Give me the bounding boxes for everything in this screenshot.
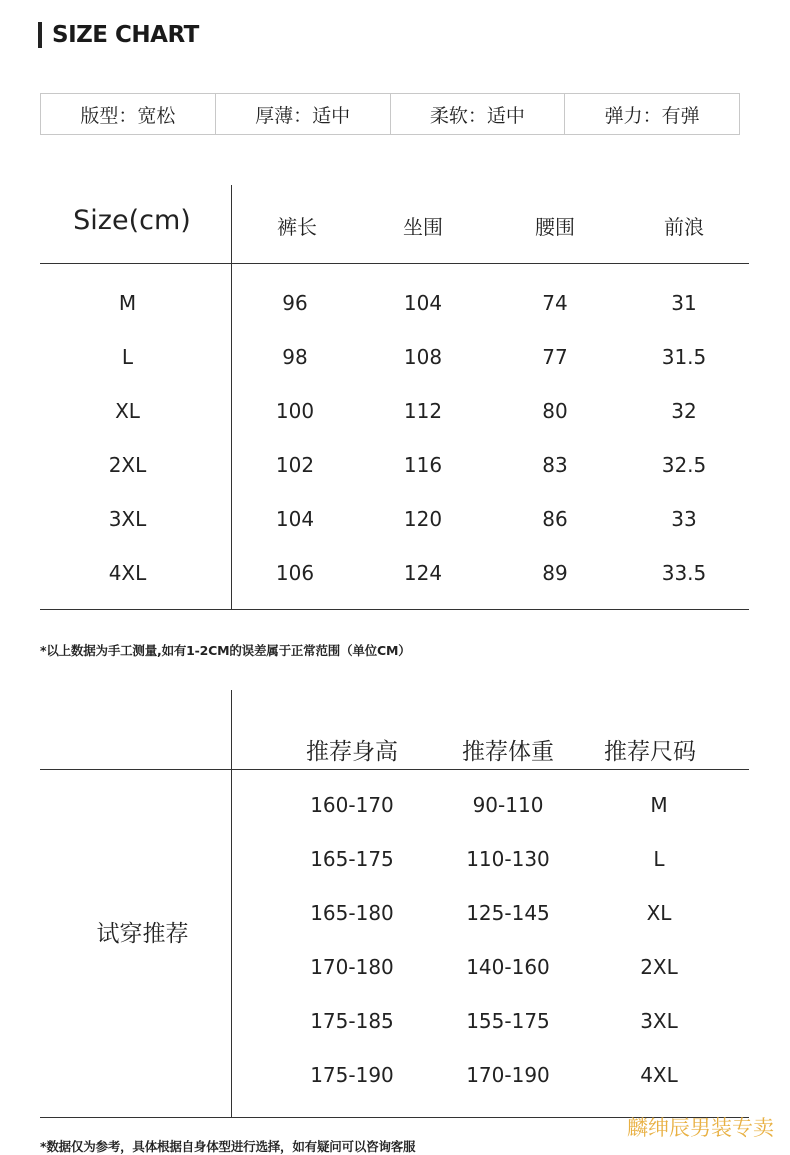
header-size: 推荐尺码 xyxy=(604,739,696,765)
try-on-label: 试穿推荐 xyxy=(96,921,189,947)
header-height: 推荐身高 xyxy=(306,739,398,765)
table-cell: 89 xyxy=(542,561,568,585)
attr-softness: 柔软：适中 xyxy=(391,94,566,134)
table-cell: 175-185 xyxy=(310,1009,394,1033)
table-cell: 4XL xyxy=(640,1063,678,1087)
shop-watermark: 麟绅辰男装专卖 xyxy=(627,1116,774,1140)
measurement-note: *以上数据为手工测量,如有1-2CM的误差属于正常范围（单位CM） xyxy=(40,643,411,658)
header-hip: 坐围 xyxy=(403,215,443,239)
table-cell: 98 xyxy=(282,345,308,369)
table-cell: 112 xyxy=(403,399,443,423)
recommend-table-divider xyxy=(231,690,232,1117)
table-cell: 170-180 xyxy=(310,955,394,979)
attr-fit: 版型：宽松 xyxy=(41,94,216,134)
size-table-bottom-line xyxy=(40,609,749,610)
attr-elasticity: 弹力：有弹 xyxy=(604,104,700,127)
table-cell: 165-180 xyxy=(310,901,394,925)
size-row-label: XL xyxy=(115,399,140,423)
page-title: SIZE CHART xyxy=(52,22,199,48)
table-cell: XL xyxy=(646,901,672,925)
table-cell: 80 xyxy=(542,399,568,423)
size-row-label: 4XL xyxy=(108,561,147,585)
table-cell: 110-130 xyxy=(466,847,550,871)
header-front-rise: 前浪 xyxy=(664,215,704,239)
table-cell: 32 xyxy=(671,399,697,423)
table-cell: M xyxy=(650,793,668,817)
table-cell: 96 xyxy=(282,291,308,315)
table-cell: 86 xyxy=(542,507,568,531)
table-cell: L xyxy=(653,847,665,871)
table-cell: 106 xyxy=(275,561,315,585)
table-cell: 33.5 xyxy=(661,561,707,585)
table-cell: 140-160 xyxy=(466,955,550,979)
header-length: 裤长 xyxy=(277,215,317,239)
header-waist: 腰围 xyxy=(535,215,575,239)
table-cell: 116 xyxy=(403,453,443,477)
table-cell: 32.5 xyxy=(661,453,707,477)
size-table-header-line xyxy=(40,263,749,264)
table-cell: 90-110 xyxy=(472,793,544,817)
title-accent-bar xyxy=(38,22,42,48)
table-cell: 33 xyxy=(671,507,697,531)
table-cell: 100 xyxy=(275,399,315,423)
table-cell: 104 xyxy=(275,507,315,531)
table-cell: 155-175 xyxy=(466,1009,550,1033)
table-cell: 125-145 xyxy=(466,901,550,925)
table-cell: 120 xyxy=(403,507,443,531)
size-row-label: 2XL xyxy=(108,453,147,477)
table-cell: 108 xyxy=(403,345,443,369)
table-cell: 170-190 xyxy=(466,1063,550,1087)
size-row-label: L xyxy=(121,345,134,369)
table-cell: 165-175 xyxy=(310,847,394,871)
table-cell: 175-190 xyxy=(310,1063,394,1087)
table-cell: 124 xyxy=(403,561,443,585)
table-cell: 74 xyxy=(542,291,568,315)
header-weight: 推荐体重 xyxy=(462,739,554,765)
table-cell: 31.5 xyxy=(661,345,707,369)
fabric-attributes xyxy=(40,93,740,135)
size-row-label: M xyxy=(118,291,137,315)
size-table-divider xyxy=(231,185,232,609)
table-cell: 31 xyxy=(671,291,697,315)
table-cell: 77 xyxy=(542,345,568,369)
table-cell: 83 xyxy=(542,453,568,477)
attr-thickness: 厚薄：适中 xyxy=(216,94,391,134)
table-cell: 104 xyxy=(403,291,443,315)
disclaimer-note: *数据仅为参考，具体根据自身体型进行选择，如有疑问可以咨询客服 xyxy=(40,1139,416,1154)
size-row-label: 3XL xyxy=(108,507,147,531)
table-cell: 2XL xyxy=(640,955,678,979)
table-cell: 3XL xyxy=(640,1009,678,1033)
table-cell: 160-170 xyxy=(310,793,394,817)
table-cell: 102 xyxy=(275,453,315,477)
size-unit-label: Size(cm) xyxy=(73,205,191,236)
